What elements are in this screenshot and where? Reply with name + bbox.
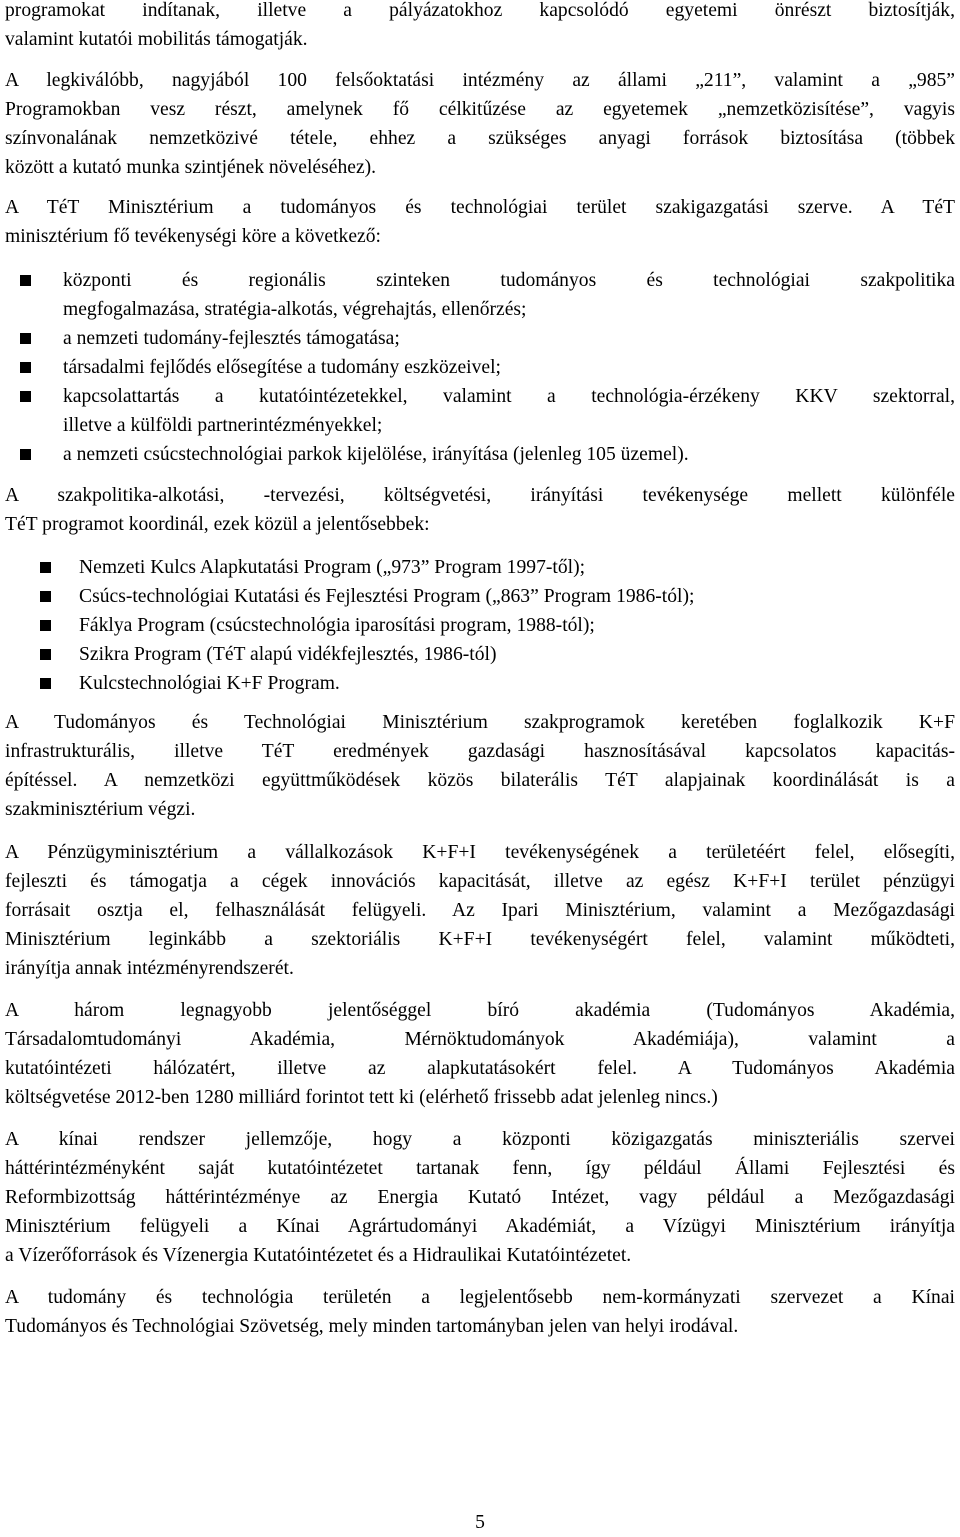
paragraph-211-985-programs: A legkiválóbb, nagyjából 100 felsőoktatási intézmény az állami „211”, valamint a „985” Programokban vesz részt, amelynek fő célkitűzése az egyetemek „nemzetközisítése”, vagyis színvonalának nemzetközivé tétele, ehhez a szükséges anyagi források biztosítása (többek között a kutató munka szintjének növeléséhez). (5, 70, 955, 178)
list-item: társadalmi fejlődés elősegítése a tudomány eszközeivel; (20, 353, 955, 382)
paragraph-chinese-system: A kínai rendszer jellemzője, hogy a központi közigazgatás miniszteriális szervei háttérintézményként saját kutatóintézetet tartanak fenn, így például Állami Fejlesztési és Reformbizottság háttérintézménye az Energia Kutató Intézet, vagy például a Mezőgazdasági Minisztérium felügyeli a Kínai Agrártudományi Akadémiát, a Vízügyi Minisztérium irányítja a Vízerőforrások és Vízenergia Kutatóintézetet és a Hidraulikai Kutatóintézetet. (5, 1129, 955, 1266)
paragraph-intro-continuation: programokat indítanak, illetve a pályázatokhoz kapcsolódó egyetemi önrészt biztosítják, valamint kutatói mobilitás támogatják. (5, 0, 955, 50)
bullet-square-icon (40, 620, 51, 631)
bullet-square-icon (40, 678, 51, 689)
list-item: Nemzeti Kulcs Alapkutatási Program („973” Program 1997-től); (40, 553, 955, 582)
list-item: kapcsolattartás a kutatóintézetekkel, valamint a technológia-érzékeny KKV szektorral, illetve a külföldi partnerintézményekkel; (20, 382, 955, 440)
bullet-square-icon (40, 649, 51, 660)
paragraph-academies: A három legnagyobb jelentőséggel bíró akadémia (Tudományos Akadémia, Társadalomtudományi Akadémia, Mérnöktudományok Akadémiája), valamint a kutatóintézeti hálózatért, illetve az alapkutatásokért felel. A Tudományos Akadémia költségvetése 2012-ben 1280 milliárd forintot tett ki (elérhető frissebb adat jelenleg nincs.) (5, 1000, 955, 1108)
list-item: Csúcs-technológiai Kutatási és Fejlesztési Program („863” Program 1986-tól); (40, 582, 955, 611)
paragraph-technology-ministry: A Tudományos és Technológiai Minisztérium szakprogramok keretében foglalkozik K+F infrastrukturális, illetve TéT eredmények gazdasági hasznosításával kapcsolatos kapacitás- építéssel. A nemzetközi együttműködések közös bilaterális TéT alapjainak koordinálását is a szakminisztérium végzi. (5, 712, 955, 820)
bullet-square-icon (20, 362, 31, 373)
bullet-square-icon (20, 275, 31, 286)
bullet-square-icon (20, 333, 31, 344)
paragraph-finance-ministry: A Pénzügyminisztérium a vállalkozások K+F+I tevékenységének a területéért felel, elősegíti, fejleszti és támogatja a cégek innovációs kapacitását, illetve az egész K+F+I terület pénzügyi forrásait osztja el, felhasználását felügyeli. Az Ipari Minisztérium, valamint a Mezőgazdasági Minisztérium leginkább a szektoriális K+F+I tevékenységért felel, valamint működteti, irányítja annak intézményrendszerét. (5, 842, 955, 979)
paragraph-science-association: A tudomány és technológia területén a legjelentősebb nem-kormányzati szervezet a Kínai Tudományos és Technológiai Szövetség, mely minden tartományban jelen van helyi irodával. (5, 1287, 955, 1337)
bullet-square-icon (20, 449, 31, 460)
paragraph-tet-ministry: A TéT Minisztérium a tudományos és technológiai terület szakigazgatási szerve. A TéT minisztérium fő tevékenységi köre a következő: (5, 197, 955, 247)
bullet-square-icon (40, 591, 51, 602)
list-item: Kulcstechnológiai K+F Program. (40, 669, 955, 698)
tet-programs-list (40, 553, 955, 698)
bullet-square-icon (20, 391, 31, 402)
paragraph-tet-programs-intro: A szakpolitika-alkotási, -tervezési, költségvetési, irányítási tevékenysége mellett különféle TéT programot koordinál, ezek közül a jelentősebbek: (5, 485, 955, 535)
list-item: Szikra Program (TéT alapú vidékfejlesztés, 1986-tól) (40, 640, 955, 669)
list-item: a nemzeti tudomány-fejlesztés támogatása; (20, 324, 955, 353)
list-item: a nemzeti csúcstechnológiai parkok kijelölése, irányítása (jelenleg 105 üzemel). (20, 440, 955, 469)
page-number: 5 (475, 1512, 485, 1533)
list-item: Fáklya Program (csúcstechnológia iparosítási program, 1988-tól); (40, 611, 955, 640)
bullet-square-icon (40, 562, 51, 573)
list-item: központi és regionális szinteken tudományos és technológiai szakpolitika megfogalmazása, stratégia-alkotás, végrehajtás, ellenőrzés; (20, 266, 955, 324)
ministry-duties-list (20, 266, 955, 469)
